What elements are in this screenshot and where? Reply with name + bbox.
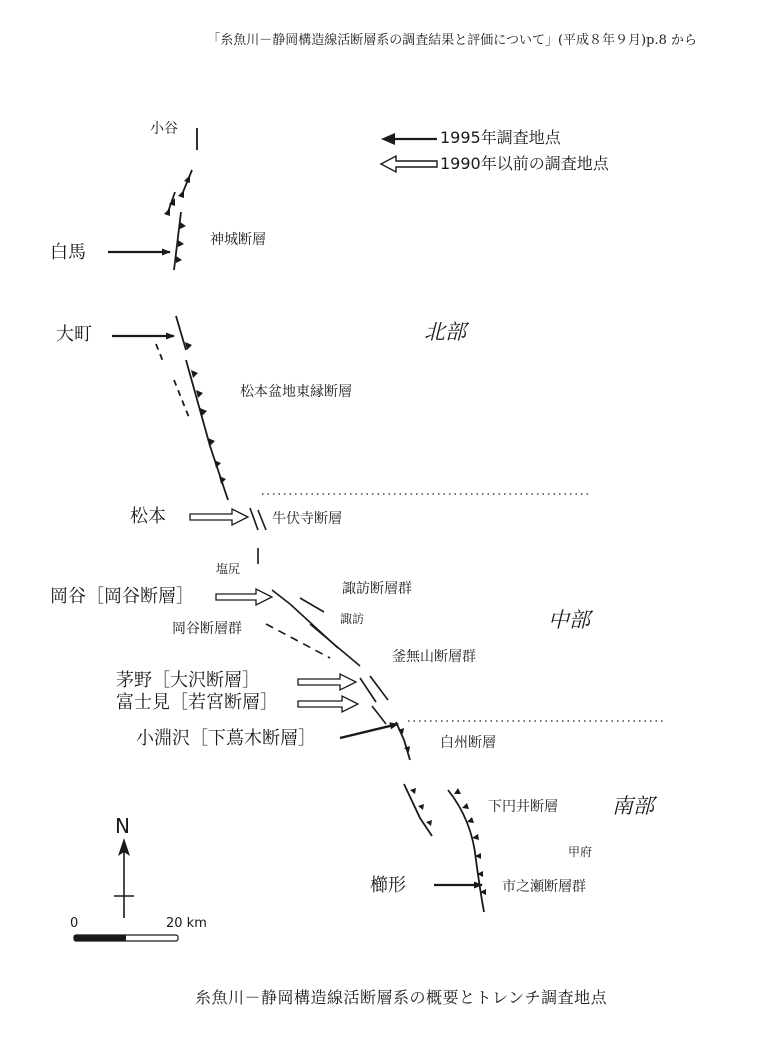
- region-south: 南部: [612, 794, 654, 818]
- place-suwa: 諏訪: [340, 612, 365, 626]
- place-kushigata: 櫛形: [370, 875, 406, 896]
- scale-min-label: 0: [70, 916, 79, 931]
- place-omachi: 大町: [56, 324, 92, 345]
- place-fujimi: 富士見［若宮断層］: [116, 692, 278, 713]
- fault-kamanashiyama: 釜無山断層群: [392, 649, 476, 665]
- place-hakuba: 白馬: [50, 242, 86, 263]
- arrow-fujimi: [298, 696, 358, 712]
- region-central: 中部: [548, 608, 590, 632]
- north-label: N: [115, 814, 130, 838]
- fault-matsumoto-basin: 松本盆地東縁断層: [240, 384, 352, 400]
- north-arrow: [114, 838, 134, 918]
- legend-label-pre1990: 1990年以前の調査地点: [440, 154, 609, 173]
- place-matsumoto: 松本: [130, 506, 166, 527]
- arrow-okaya: [216, 589, 272, 605]
- scale-bar: [74, 935, 178, 941]
- fault-ichinose: 市之瀬断層群: [502, 879, 586, 895]
- place-okaya: 岡谷［岡谷断層］: [50, 586, 194, 607]
- fault-kamishiro: 神城断層: [210, 232, 266, 248]
- place-kofu: 甲府: [568, 845, 593, 859]
- source-header: 「糸魚川－静岡構造線活断層系の調査結果と評価について」(平成８年９月)p.8 から: [207, 33, 697, 48]
- arrow-matsumoto: [190, 509, 248, 525]
- fault-shimotsuburai: 下円井断層: [488, 799, 558, 815]
- arrow-kobuchizawa: [340, 724, 398, 738]
- fault-gofukuji: 牛伏寺断層: [272, 511, 342, 527]
- scale-max-label: 20 km: [166, 916, 207, 931]
- thrust-teeth-south: [398, 728, 486, 895]
- fault-trace-north: [156, 128, 228, 500]
- place-kobuchizawa: 小淵沢［下蔦木断層］: [136, 728, 316, 749]
- region-north: 北部: [424, 320, 466, 344]
- place-chino: 茅野［大沢断層］: [116, 670, 260, 691]
- place-otari: 小谷: [150, 121, 178, 137]
- fault-suwa-group: 諏訪断層群: [342, 581, 412, 597]
- fault-hakushu: 白州断層: [440, 735, 496, 751]
- fault-okaya-group: 岡谷断層群: [172, 621, 242, 637]
- place-shiojiri: 塩尻: [216, 562, 241, 576]
- thrust-teeth-north: [164, 175, 226, 484]
- legend-solid-arrow: [381, 133, 437, 145]
- legend-hollow-arrow: [381, 156, 437, 172]
- legend-label-1995: 1995年調査地点: [440, 128, 561, 147]
- figure-caption: 糸魚川－静岡構造線活断層系の概要とトレンチ調査地点: [195, 988, 608, 1007]
- arrow-chino: [298, 674, 356, 690]
